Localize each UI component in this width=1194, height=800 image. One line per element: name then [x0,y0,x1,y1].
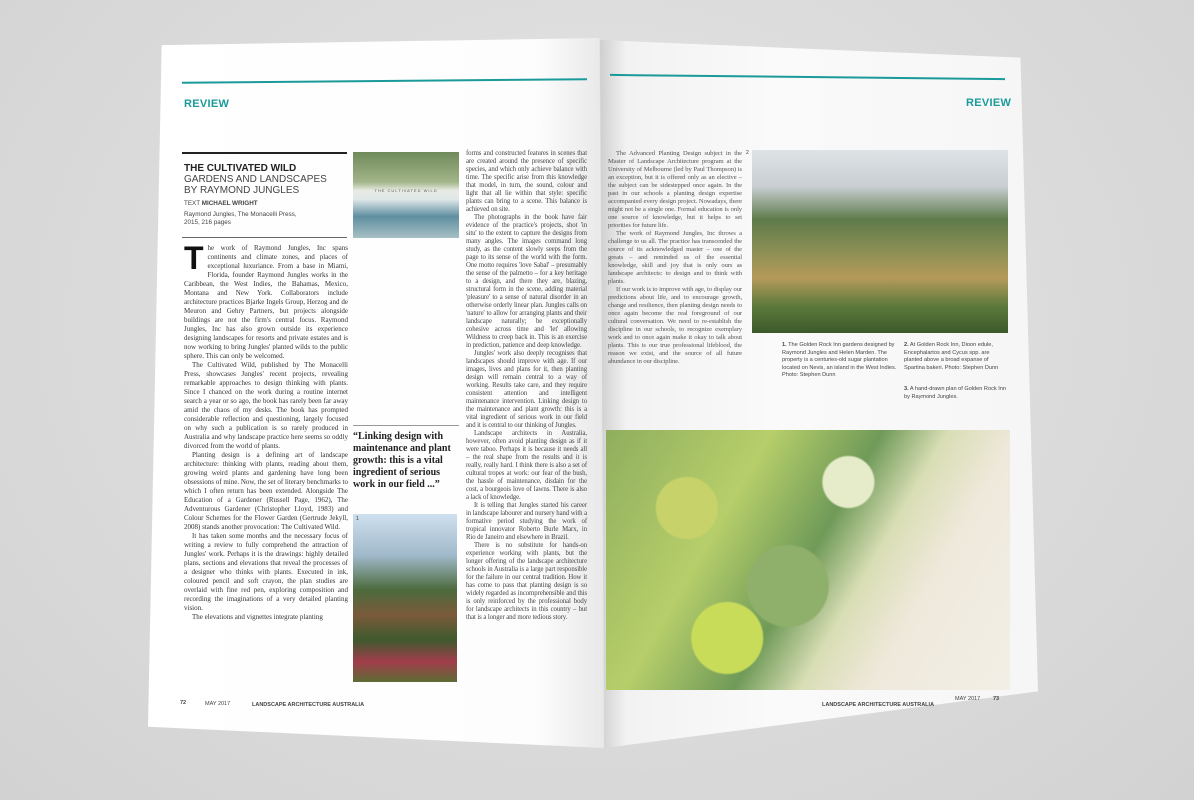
body-column-3: forms and constructed features in scenes that are created around the presence of specific species, and which only achieve balance with time. The specific arise from this knowledge that model, in turn, the sound, colour and light that all lie within that style: specific plants can bring to a scene. This balance is achieved on site. The photographs in the book have fair evidence of the practice's projects, shot 'in situ' to the extent to capture the designs from many angles. The images command long study, as the content slowly seeps from the page to its sense of the world with the form. One motto requires 'love Sabal' – presumably the sense of the palmetto – for a key heritage to a design, and there they are, blazing, structural form in the scene, adding material 'pleasure' to a sense of natural disorder in an otherwise orderly linear plan. Jungles calls on 'nature' to allow for arranging plants and their landscape naturally; be exceptionally cohesive across time and 'let' allowing Wildness to creep back in. This is an exercise in prediction, patience and deep knowledge. Jungles' work also deeply recognises that landscapes should improve with age. If our images, lives and plans for it, then planting design will remain central to a way of working. Results take care, and they require consistent attention and intelligent maintenance intervention. Linking design to the maintenance and plant growth: this is a vital ingredient of serious work in our field and it is central to our thinking of Jungles. Landscape architects in Australia, however, often avoid planting design as if it were taboo. Perhaps it is because it needs all – the real shape from the results and it is really, really hard. I think there is also a set of cultural tropes at work: our fear of the bush, the hassle of maintenance, disdain for the cost, a bourgeois love of lawns. There is also a lack of knowledge. It is telling that Jungles started his career in landscape labourer and nursery hand with a formative period studying the work of tropical innovator Roberto Burle Marx, in Rio de Janeiro and elsewhere in Brazil. There is no substitute for hands-on experience working with plants, but the longer offering of the landscape architecture schools in Australia is a large part responsible for the failure in our central tradition. How it has come to pass that planting design is so widely regarded as incomprehensible and this is only reinforced by the professional body for landscape architects in this country – but that is a longer and more tedious story. [466,150,587,621]
footer-magazine-right: LANDSCAPE ARCHITECTURE AUSTRALIA [822,702,935,708]
quote-rule [353,425,459,426]
body-column-1: T he work of Raymond Jungles, Inc spans continents and climate zones, and places of exceptional luxuriance. From a base in Miami, Florida, founder Raymond Jungles works in the Caribbean, the West Indies, the Bahamas, Mexico, Montana and New York. Collaborators include architecture practices Bjarke Ingels Group, Herzog and de Meuron and Gehry Partners, but projects alongside buildings are not the firm's central focus. Raymond Jungles, Inc has also grown outside its experience designing landscapes for resorts and private estates and is now working to bring Jungles' planted wilds to the public sphere. This can only be welcomed. The Cultivated Wild, published by The Monacelli Press, showcases Jungles' recent projects, revealing remarkable approaches to design thinking with plants. Since I chanced on the work during a routine internet search a year or so ago, the book has rarely been far away amid the chaos of my desks. The book has prompted considerable reflection and questioning, largely focused on why such a publication is so rarely produced in Australia and why landscape practice here seems so oddly divorced from the world of plants. Planting design is a defining art of landscape architecture: thinking with plants, reading about them, growing weird plants and gardening have long been obsessions of mine. Now, the set of literary benchmarks to which I often return has been extended. Alongside The Education of a Gardener (Russell Page, 1962), The Adventurous Gardener (Christopher Lloyd, 1983) and Colour Schemes for the Flower Garden (Gertrude Jekyll, 2008) stands another provocation: The Cultivated Wild. It has taken some months and the necessary focus of writing a review to fully comprehend the attraction of Jungles' work. Perhaps it is the drawings: highly detailed plans, sections and elevations that reveal the processes of a designer who thinks with plants. Executed in ink, coloured pencil and soft crayon, the plan studies are overlaid with fine red pen, exploring composition and recording the imaginations of a very detailed planting vision. The elevations and vignettes integrate planting [184,240,348,621]
caption-3: 3. A hand-drawn plan of Golden Rock Inn by Raymond Jungles. [904,386,1007,400]
image-number: 1 [356,516,359,522]
drop-cap: T [184,240,204,276]
hand-drawn-plan-image [606,430,1010,690]
photo-palm-garden [353,514,457,682]
book-cover-image [353,152,459,238]
section-label-left: REVIEW [184,98,230,110]
article-subtitle-1: GARDENS AND LANDSCAPES [184,174,327,185]
book-cover-title: THE CULTIVATED WILD [374,188,438,193]
image-number-2: 2 [746,150,749,156]
footer-date-right: MAY 2017 [955,696,981,702]
article-title: THE CULTIVATED WILD [184,163,297,174]
footer-magazine-left: LANDSCAPE ARCHITECTURE AUSTRALIA [252,702,365,708]
credit-name: MICHAEL WRIGHT [201,200,258,207]
article-subtitle-2: BY RAYMOND JUNGLES [184,185,300,196]
article-header [184,163,349,227]
divider [182,237,347,238]
page-number-right: 73 [993,696,1000,702]
right-body-column: The Advanced Planting Design subject in the Master of Landscape Architecture program at the University of Melbourne (led by Paul Thompson) is an exception, but it is offered only as an elective – the subject can be sidestepped once again. In the past in our schools a planting design expertise accompanied every design project. Nowadays, there might not be a single one. Formal education is only one source of knowledge, but it helps to set priorities for future life. The work of Raymond Jungles, Inc throws a challenge to us all. The practice has transcended the source of its acknowledged master – one of the greats – and reminded us of the essential knowledge, skill and joy that is only ours as landscape architects: to design and to think with plants. If our work is to improve with age, to display our predictions about life, and to encourage growth, change and resilience, then planting design needs to once again become the real foreground of our cultural conversation. We need to re-establish the discipline in our schools, to recognize exemplary work and to once again make it okay to talk about plants. This is our true professional lifeblood, the reason we exist, and the source of all future abundance in our discipline. [608,150,742,365]
title-rule [182,152,347,154]
footer-date-left: MAY 2017 [205,701,231,707]
section-label-right: REVIEW [966,97,1012,109]
page-number-left: 72 [180,700,187,706]
caption-1: 1. The Golden Rock Inn gardens designed by Raymond Jungles and Helen Marden. The property is a centuries-old sugar plantation located on Nevis, an island in the West Indies. Photo: Stephen Dunn [782,342,897,378]
caption-2: 2. At Golden Rock Inn, Dioon edule, Encephalartos and Cycus spp. are planted above a broad expanse of Spartina bakeri. Photo: Stephen Dunn [904,342,999,371]
photo-golden-rock-garden [752,150,1008,333]
pull-quote: “Linking design with maintenance and plant growth: this is a vital ingredient of serious work in our field ...” [353,431,451,490]
credit-prefix: TEXT [184,200,200,207]
book-info: Raymond Jungles, The Monacelli Press, 2015, 216 pages [184,211,297,226]
